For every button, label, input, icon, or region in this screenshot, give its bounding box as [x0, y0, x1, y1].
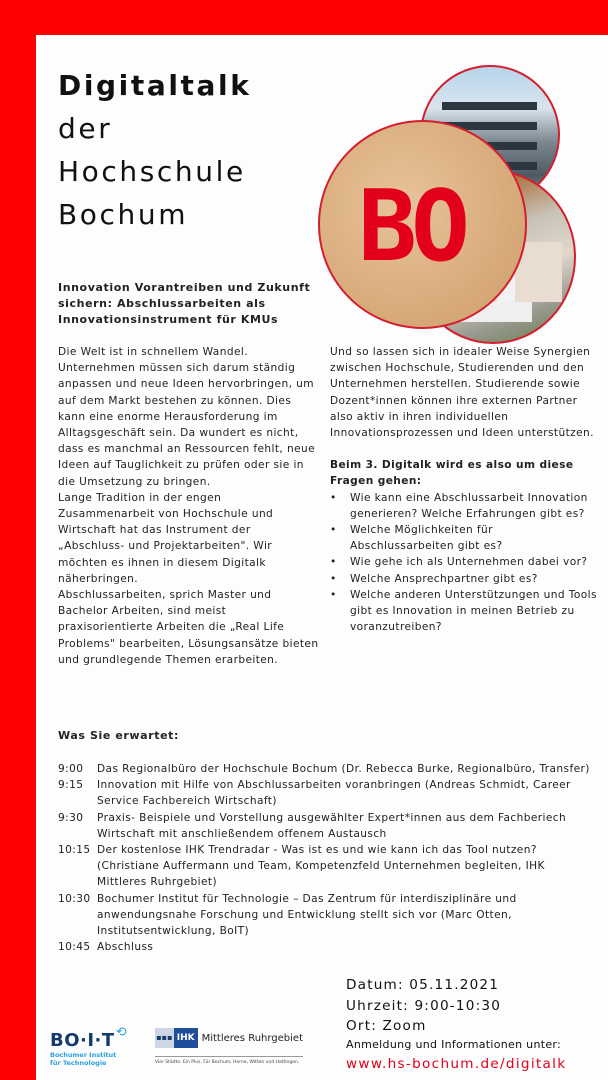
right-column — [330, 344, 598, 635]
registration-link[interactable]: www.hs-bochum.de/digitalk — [346, 1055, 567, 1072]
ihk-badge: IHK — [174, 1028, 198, 1048]
event-info — [346, 975, 566, 1075]
event-place: Ort: Zoom — [346, 1018, 427, 1034]
list-item: • Wie gehe ich als Unternehmen dabei vor? — [330, 554, 598, 570]
boit-subtitle: für Technologie — [50, 1058, 107, 1067]
agenda-row — [58, 891, 598, 940]
boit-logo-wordmark: BO·I·T — [50, 1030, 115, 1051]
list-item: • Welche Möglichkeiten für Abschlussarbeiten gibt es? — [330, 522, 598, 554]
list-item: • Welche Ansprechpartner gibt es? — [330, 571, 598, 587]
page-title — [58, 64, 251, 236]
refresh-arrows-icon: ⟲ — [115, 1025, 127, 1040]
questions-heading: Beim 3. Digitalk wird es also um diese Fragen gehen: — [330, 459, 574, 488]
boit-logo — [50, 1025, 150, 1067]
title-line: Digitaltalk — [58, 69, 252, 102]
divider — [155, 1056, 303, 1057]
agenda-text: Innovation mit Hilfe von Abschlussarbeiten voranbringen (Andreas Schmidt, Career Service Fachbereich Wirtschaft) — [97, 779, 571, 808]
agenda-text: Das Regionalbüro der Hochschule Bochum (Dr. Rebecca Burke, Regionalbüro, Transfer) — [97, 763, 590, 775]
list-item: • Wie kann eine Abschlussarbeit Innovation generieren? Welche Erfahrungen gibt es? — [330, 490, 598, 522]
agenda-text: Abschluss — [97, 941, 154, 954]
agenda-time: 9:00 — [58, 763, 84, 775]
event-time: Uhrzeit: 9:00-10:30 — [346, 997, 502, 1014]
hochschule-bochum-logo — [318, 120, 527, 329]
agenda-heading: Was Sie erwartet: — [58, 729, 179, 742]
list-item: • Welche anderen Unterstützungen und Tools gibt es Innovation in meinen Betrieb zu voranzutreiben? — [330, 587, 598, 636]
agenda-text: Praxis- Beispiele und Vorstellung ausgewählter Expert*innen aus dem Fachberiech Wirtschaft mit anschließendem offenem Austausch — [97, 811, 567, 840]
paragraph: Die Welt ist in schnellem Wandel. Unternehmen müssen sich darum ständig anpassen und neue Ideen hervorbringen, um auf dem Markt bestehen zu können. Dies kann eine enorme Herausforderung im Alltagsgeschäft sein. Da wundert es nicht, dass es manchmal an Ressourcen fehlt, neue Ideen auf Tauglichkeit zu prüfen oder sie in die Umsetzung zu bringen. — [58, 346, 316, 488]
agenda-time: 10:15 — [58, 844, 91, 857]
ihk-name: Mittleres Ruhrgebiet — [201, 1032, 303, 1044]
agenda-row — [58, 842, 598, 891]
subtitle: Innovation Vorantreiben und Zukunft sichern: Abschlussarbeiten als Innovationsinstrument für KMUs — [58, 281, 311, 326]
agenda-text: Der kostenlose IHK Trendradar - Was ist es und wie kann ich das Tool nutzen? (Christiane Auffermann und Team, Kompetenzfeld Unternehmen begleiten, IHK Mittleres Ruhrgebiet) — [97, 844, 545, 889]
left-column — [58, 344, 320, 668]
agenda-time: 9:30 — [58, 811, 84, 824]
ihk-tagline: Vier Städte. Ein Plus. Für Bochum, Herne, Witten und Hattingen. — [155, 1060, 300, 1065]
title-line: Hochschule — [58, 155, 246, 188]
title-line: Bochum — [58, 198, 189, 231]
agenda-list — [58, 761, 598, 955]
agenda-row — [58, 777, 598, 809]
event-date: Datum: 05.11.2021 — [346, 977, 500, 993]
paragraph: Abschlussarbeiten, sprich Master und Bachelor Arbeiten, sind meist praxisorientierte Arbeiten die „Real Life Problems" bearbeiten, Lösungsansätze bieten und grundlegende Themen erarbeiten. — [58, 589, 319, 666]
agenda-time: 10:45 — [58, 941, 91, 954]
boit-subtitle: Bochumer Institut — [50, 1051, 117, 1059]
agenda-row — [58, 761, 598, 777]
agenda-text: Bochumer Institut für Technologie – Das Zentrum für interdisziplinäre und anwendungsnahe Forschung und Entwicklung stellt sich vor (Marc Otten, Institutsentwicklung, BoIT) — [97, 892, 517, 938]
paragraph: Und so lassen sich in idealer Weise Synergien zwischen Hochschule, Studierenden und den Unternehmen herstellen. Studierende sowie Dozent*innen können ihre externen Partner also aktiv in ihren individuellen Innovationsprozessen und Ideen unterstützen. — [330, 346, 594, 440]
paragraph: Lange Tradition in der engen Zusammenarbeit von Hochschule und Wirtschaft hat das Instrument der „Abschluss- und Projektarbeiten". Wir möchten es ihnen in diesem Digitalk näherbringen. — [58, 491, 274, 585]
header-image-collage — [290, 50, 608, 345]
agenda-row — [58, 939, 598, 955]
registration-label: Anmeldung und Informationen unter: — [346, 1037, 562, 1051]
ihk-dots-icon: ▪▪▪ — [155, 1028, 174, 1048]
questions-list — [330, 490, 598, 636]
agenda-time: 10:30 — [58, 892, 91, 905]
bo-logo-text: BO — [358, 170, 465, 284]
title-line: der — [58, 112, 113, 145]
agenda-time: 9:15 — [58, 779, 84, 792]
agenda-row — [58, 810, 598, 842]
ihk-logo — [155, 1028, 303, 1065]
